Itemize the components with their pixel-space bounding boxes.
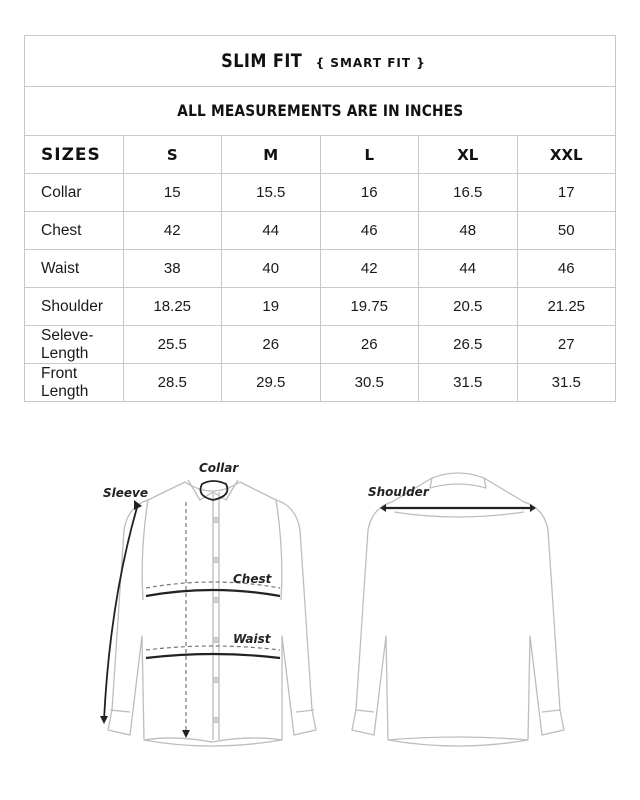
shoulder-arrow-left xyxy=(380,504,386,512)
collar-label: Collar xyxy=(199,461,239,475)
arrowheads xyxy=(100,500,536,738)
row-label: Waist xyxy=(25,250,124,288)
table-row xyxy=(25,250,616,288)
chest-label: Chest xyxy=(233,572,272,586)
table-cell: 19.75 xyxy=(320,288,419,326)
shoulder-arrow-right xyxy=(530,504,536,512)
front-length-arrow xyxy=(182,730,190,738)
table-cell: 31.5 xyxy=(419,364,518,402)
table-cell: 16 xyxy=(320,174,419,212)
table-cell: 48 xyxy=(419,212,518,250)
row-label: Collar xyxy=(25,174,124,212)
sizes-header: SIZES xyxy=(25,136,124,174)
table-row xyxy=(25,326,616,364)
table-row xyxy=(25,364,616,402)
shirt-illustration xyxy=(0,440,640,800)
table-cell: 30.5 xyxy=(320,364,419,402)
table-cell: 20.5 xyxy=(419,288,518,326)
back-shirt-outline xyxy=(352,473,564,746)
table-row xyxy=(25,174,616,212)
sleeve-label: Sleeve xyxy=(103,486,148,500)
table-cell: 40 xyxy=(222,250,321,288)
measurement-note-cell xyxy=(25,87,616,136)
table-cell: 31.5 xyxy=(517,364,616,402)
size-header: XXL xyxy=(517,136,616,174)
table-cell: 29.5 xyxy=(222,364,321,402)
table-cell: 21.25 xyxy=(517,288,616,326)
size-header: XL xyxy=(419,136,518,174)
table-cell: 46 xyxy=(320,212,419,250)
size-header: S xyxy=(123,136,222,174)
table-cell: 17 xyxy=(517,174,616,212)
table-cell: 46 xyxy=(517,250,616,288)
row-label: Front Length xyxy=(25,364,124,402)
size-header: M xyxy=(222,136,321,174)
table-cell: 26 xyxy=(222,326,321,364)
row-label: Shoulder xyxy=(25,288,124,326)
table-cell: 42 xyxy=(123,212,222,250)
shoulder-label: Shoulder xyxy=(368,485,429,499)
table-row xyxy=(25,212,616,250)
table-header-row xyxy=(25,136,616,174)
measurement-note: ALL MEASUREMENTS ARE IN INCHES xyxy=(176,101,464,120)
table-cell: 42 xyxy=(320,250,419,288)
table-cell: 15.5 xyxy=(222,174,321,212)
shirt-measurement-diagram xyxy=(0,440,640,800)
table-cell: 50 xyxy=(517,212,616,250)
size-header: L xyxy=(320,136,419,174)
sleeve-arrow-bottom xyxy=(100,716,108,724)
front-buttons xyxy=(214,518,219,723)
table-cell: 25.5 xyxy=(123,326,222,364)
table-title-tag: { SMART FIT } xyxy=(315,56,426,70)
table-cell: 16.5 xyxy=(419,174,518,212)
table-cell: 26.5 xyxy=(419,326,518,364)
row-label: Chest xyxy=(25,212,124,250)
table-cell: 27 xyxy=(517,326,616,364)
table-title-cell xyxy=(25,36,616,87)
table-row xyxy=(25,288,616,326)
table-cell: 44 xyxy=(419,250,518,288)
table-cell: 38 xyxy=(123,250,222,288)
table-cell: 19 xyxy=(222,288,321,326)
row-label: Seleve-Length xyxy=(25,326,124,364)
table-cell: 18.25 xyxy=(123,288,222,326)
table-cell: 28.5 xyxy=(123,364,222,402)
waist-label: Waist xyxy=(233,632,271,646)
front-shirt-outline xyxy=(108,480,316,746)
table-cell: 44 xyxy=(222,212,321,250)
table-cell: 26 xyxy=(320,326,419,364)
sleeve-arrow-top xyxy=(134,500,142,510)
sleeve-measure-line xyxy=(104,504,138,720)
table-cell: 15 xyxy=(123,174,222,212)
table-title: SLIM FIT xyxy=(221,50,303,72)
size-chart-table xyxy=(24,35,616,402)
